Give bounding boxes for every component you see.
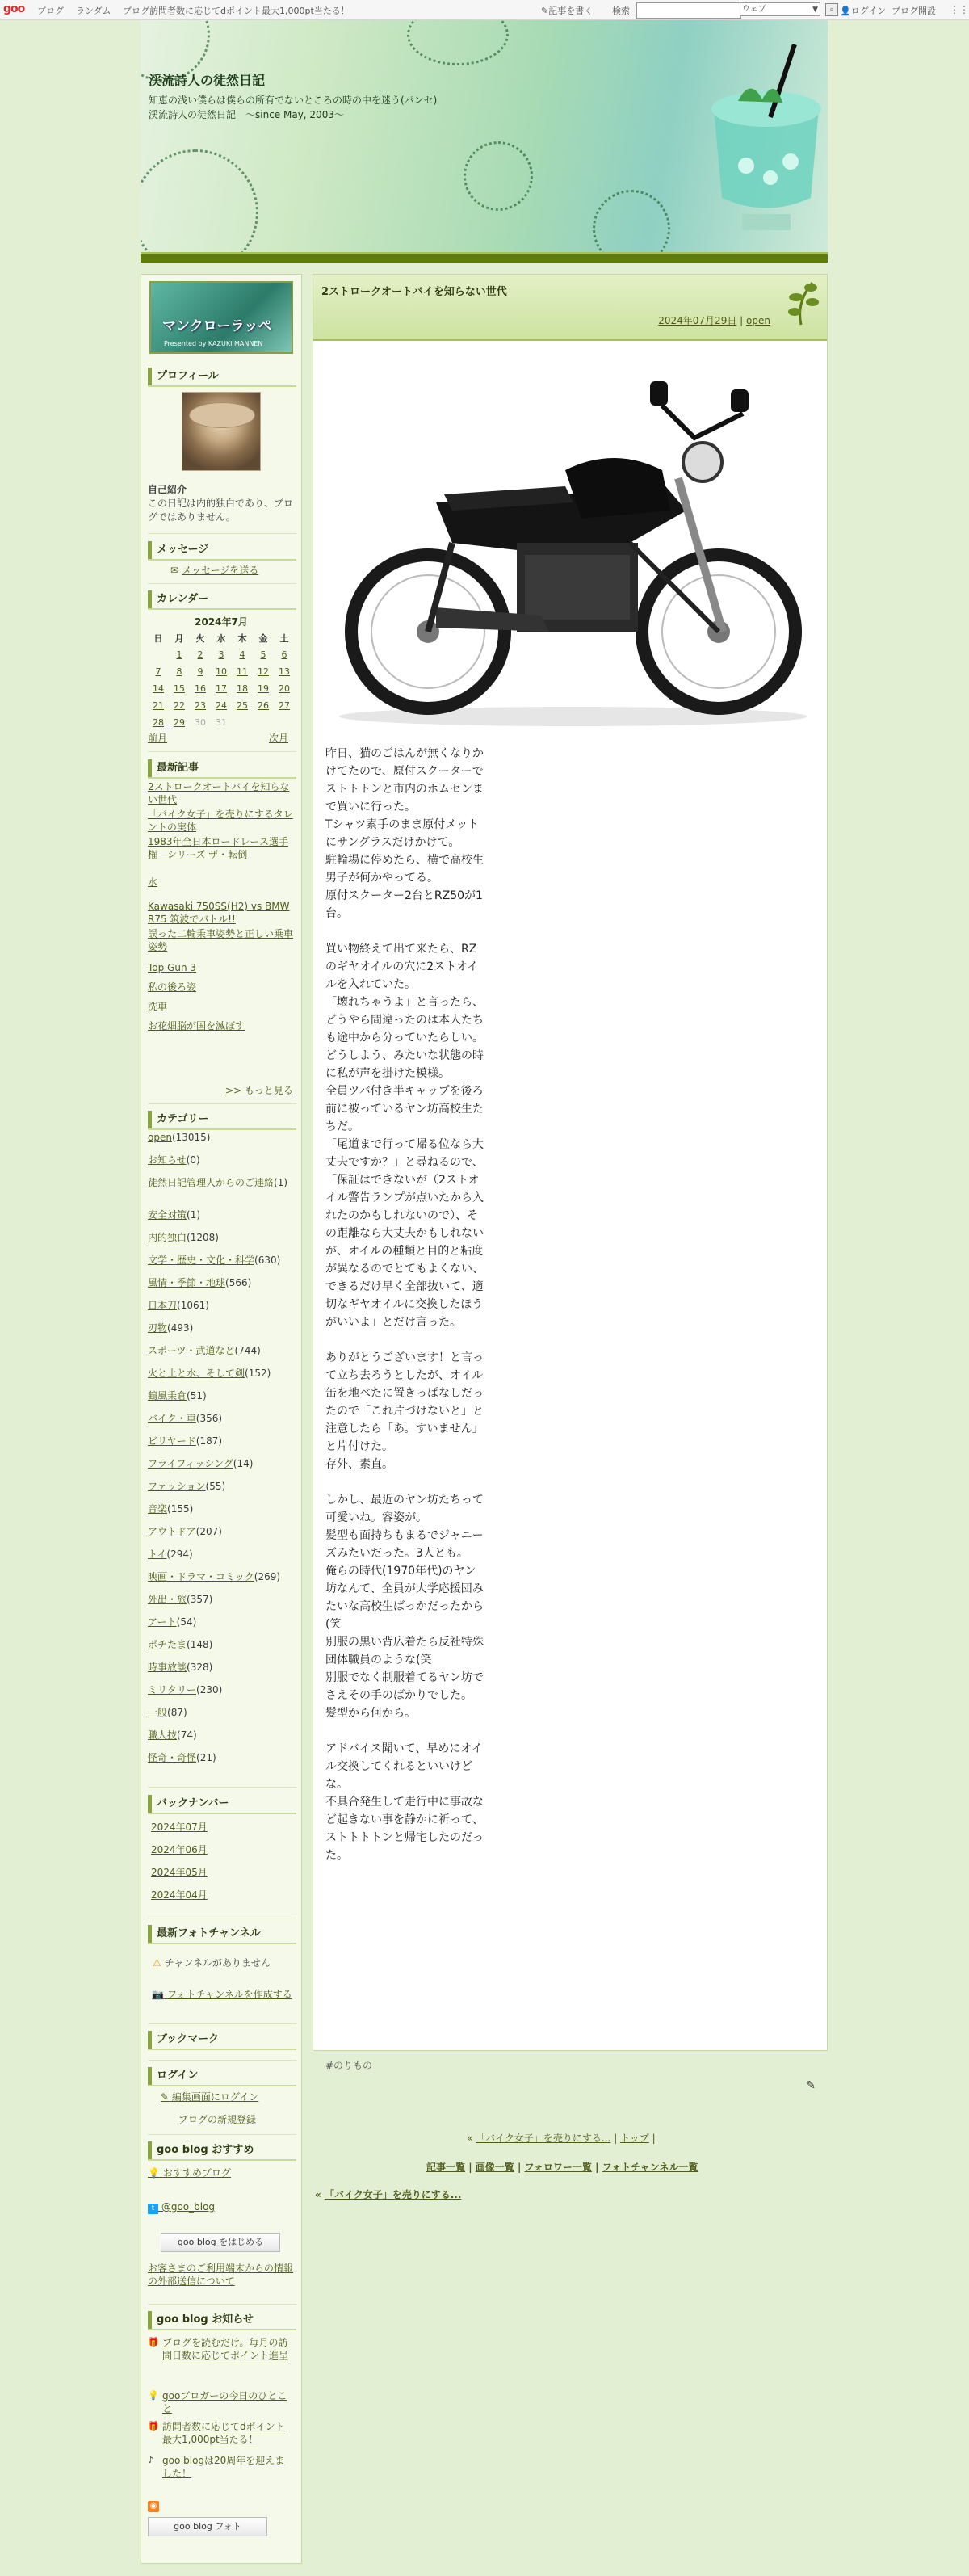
twitter-icon: t	[148, 2204, 158, 2214]
camera-icon: 📷	[152, 1989, 165, 2000]
recommend-heading: goo blog おすすめ	[148, 2141, 296, 2159]
start-goo-blog-button[interactable]: goo blog をはじめる	[161, 2233, 280, 2252]
category-count: (1208)	[187, 1232, 219, 1243]
followers-link[interactable]: フォロワー一覧	[524, 2162, 592, 2173]
recent-more-link[interactable]: >> もっと見る	[225, 1085, 293, 1096]
top-link[interactable]: トップ	[620, 2133, 649, 2144]
news-item	[148, 2336, 293, 2362]
calendar-next-link[interactable]: 次月	[269, 733, 289, 744]
news-link[interactable]: gooブロガーの今日のひとこと	[162, 2390, 287, 2414]
rss-icon[interactable]: ◉	[148, 2501, 159, 2512]
category-item	[148, 1389, 293, 1403]
register-blog-link[interactable]: ブログの新規登録	[178, 2114, 257, 2125]
category-link[interactable]: スポーツ・武道など	[148, 1345, 235, 1356]
news-item	[148, 2454, 293, 2480]
post-nav-bottom: « 「バイク女子」を売りにする...	[315, 2189, 462, 2200]
open-blog-link[interactable]: ブログ開設	[891, 6, 936, 16]
post-list-links: 記事一覧 | 画像一覧 | フォロワー一覧 | フォトチャンネル一覧	[426, 2162, 698, 2173]
category-item	[148, 1131, 293, 1145]
decorative-circle	[407, 20, 509, 65]
divider	[148, 2134, 296, 2135]
category-item	[148, 1322, 293, 1335]
external-info-link[interactable]: お客さまのご利用端末からの情報の外部送信について	[148, 2263, 294, 2287]
category-count: (74)	[177, 1729, 197, 1741]
top-toolbar	[0, 0, 969, 20]
category-link[interactable]: 風情・季節・地球	[148, 1277, 226, 1288]
search-input[interactable]	[636, 2, 741, 19]
category-item	[148, 1548, 293, 1561]
category-link[interactable]: 火と土と水、そして剣	[148, 1368, 245, 1379]
category-item	[148, 1457, 293, 1471]
banner-subtitle: Presented by KAZUKI MANNEN	[164, 340, 263, 347]
calendar-day[interactable]: 27	[279, 700, 290, 711]
category-count: (55)	[205, 1481, 226, 1492]
category-count: (744)	[234, 1345, 261, 1356]
divider	[148, 2304, 296, 2305]
category-item	[148, 1661, 293, 1675]
edit-pencil-icon[interactable]: ✎	[806, 2079, 816, 2092]
category-link[interactable]: 時事放談	[148, 1662, 187, 1673]
calendar-day[interactable]: 25	[237, 700, 248, 711]
calendar-day[interactable]: 26	[258, 700, 269, 711]
calendar-day[interactable]: 12	[258, 666, 269, 677]
calendar-day[interactable]: 29	[174, 717, 185, 728]
category-link[interactable]: 内的独白	[148, 1232, 187, 1243]
recent-post-link[interactable]: Top Gun 3	[148, 962, 197, 973]
recommended-blogs-link[interactable]: 💡 おすすめブログ	[148, 2167, 231, 2179]
news-item	[148, 2420, 293, 2446]
category-count: (13015)	[171, 1132, 211, 1143]
category-item	[148, 1593, 293, 1607]
category-link[interactable]: open	[148, 1132, 172, 1143]
music-note-icon: ♪	[148, 2455, 154, 2465]
calendar-day[interactable]: 9	[197, 666, 203, 677]
backnumber-link[interactable]: 2024年05月	[151, 1867, 208, 1878]
calendar-day[interactable]: 28	[153, 717, 164, 728]
category-count: (493)	[167, 1322, 194, 1334]
recent-post-link[interactable]: お花畑脳が国を滅ぼす	[148, 1020, 245, 1032]
calendar-day[interactable]: 19	[258, 683, 269, 694]
category-item	[148, 1525, 293, 1539]
category-count: (14)	[233, 1458, 254, 1469]
send-message-link[interactable]: ✉ メッセージを送る	[170, 565, 259, 576]
category-link[interactable]: 怪奇・奇怪	[148, 1752, 197, 1763]
recent-post-link[interactable]: 洗車	[148, 1001, 168, 1012]
recent-post-link[interactable]: Kawasaki 750SS(H2) vs BMW R75 筑波でバトル!!	[148, 901, 290, 925]
recent-post-link[interactable]: 2ストロークオートバイを知らない世代	[148, 781, 290, 805]
category-item	[148, 1276, 293, 1290]
category-item	[148, 1344, 293, 1358]
category-link[interactable]: バイク・車	[148, 1413, 196, 1424]
recent-posts-heading: 最新記事	[148, 759, 296, 777]
calendar-weekday: 土	[279, 633, 289, 644]
calendar-day[interactable]: 23	[195, 700, 206, 711]
category-item	[148, 1154, 293, 1167]
calendar-weekday: 火	[195, 633, 205, 644]
calendar-day[interactable]: 7	[155, 666, 162, 677]
divider	[148, 751, 296, 752]
avatar	[182, 392, 261, 471]
post-header	[313, 275, 827, 341]
category-link[interactable]: フライフィッシング	[148, 1458, 233, 1469]
calendar-day[interactable]: 17	[216, 683, 227, 694]
categories-heading: カテゴリー	[148, 1111, 296, 1128]
pencil-icon: ✎	[161, 2091, 170, 2103]
category-count: (1)	[187, 1209, 201, 1221]
banner-title: マンクローラッペ	[162, 318, 272, 334]
category-count: (1)	[274, 1177, 288, 1188]
category-item	[148, 1435, 293, 1448]
calendar-day[interactable]: 8	[176, 666, 182, 677]
category-count: (630)	[254, 1254, 281, 1266]
gift-icon: 🎁	[148, 2337, 159, 2347]
goo-logo[interactable]: goo	[3, 2, 25, 15]
calendar-day[interactable]: 10	[216, 666, 227, 677]
toolbar-link-campaign[interactable]: ブログ訪問者数に応じてdポイント最大1,000pt当たる！	[123, 6, 350, 16]
category-count: (148)	[187, 1639, 213, 1650]
calendar-day: 31	[216, 717, 227, 728]
post-category-link[interactable]: open	[746, 315, 770, 326]
category-item	[148, 1299, 293, 1313]
category-item	[148, 1616, 293, 1629]
category-link[interactable]: アート	[148, 1616, 177, 1628]
divider	[148, 583, 296, 584]
envelope-icon: ✉	[170, 565, 179, 576]
apps-grid-icon[interactable]: ⋮⋮	[950, 4, 969, 15]
category-count: (328)	[187, 1662, 213, 1673]
calendar-heading: カレンダー	[148, 590, 296, 608]
search-scope-select[interactable]: ウェブ ▼	[740, 2, 820, 16]
backnumber-heading: バックナンバー	[148, 1795, 296, 1813]
blog-description: 知恵の浅い僕らは僕らの所有でないところの時の中を迷う(パンセ) 渓流詩人の徒然日記 ～since May, 2003～	[149, 95, 447, 120]
prev-post-bottom-link[interactable]: 「バイク女子」を売りにする...	[324, 2189, 462, 2200]
category-link[interactable]: 徒然日記管理人からのご連絡	[148, 1177, 275, 1188]
warning-icon: ⚠	[153, 1957, 162, 1969]
recent-post-link[interactable]: 「バイク女子」を売りにするタレントの実体	[148, 809, 293, 833]
calendar-weekday: 水	[216, 633, 226, 644]
category-item	[148, 1254, 293, 1267]
category-count: (1061)	[177, 1300, 209, 1311]
divider	[148, 2060, 296, 2061]
category-link[interactable]: 音楽	[148, 1503, 168, 1515]
backnumber-link[interactable]: 2024年04月	[151, 1889, 208, 1901]
nav-separator: |	[614, 2133, 618, 2144]
calendar-day[interactable]: 15	[174, 683, 185, 694]
category-item	[148, 1176, 293, 1190]
news-link[interactable]: goo blogは20周年を迎えました！	[162, 2455, 285, 2479]
divider	[148, 1787, 296, 1788]
category-link[interactable]: 鶴風乗倉	[148, 1390, 187, 1401]
category-count: (87)	[167, 1707, 187, 1718]
search-button[interactable]	[825, 3, 838, 16]
post-nav-top: « 「バイク女子」を売りにする... | トップ |	[467, 2133, 656, 2144]
profile-intro-text: この日記は内的独白であり、ブログではありません。	[148, 498, 294, 523]
category-count: (269)	[254, 1571, 281, 1582]
cream-soda-glass-illustration	[706, 44, 827, 238]
category-link[interactable]: 安全対策	[148, 1209, 187, 1221]
category-item	[148, 1638, 293, 1652]
category-count: (152)	[245, 1368, 271, 1379]
post-body: 昨日、猫のごはんが無くなりかけてたので、原付スクーターでストトトンと市内のホムセンまで買いに行った。 Tシャツ素手のまま原付メットにサングラスだけかけて。 駐輪場に停めたら、横で高校生男子が何かやってる。 原付スクーター2台とRZ50が1台。 買い物終えて出て来たら、RZのギヤオイルの穴に2ストオイルを入れていた。 「壊れちゃうよ」と言ったら、どうやら間違ったのは本人たちも途中から分っていたらしい。 どうしよう、みたいな状態の時に私が声を掛けた模様。 全員ツバ付き半キャップを後ろ前に被っているヤン坊高校生たちだ。 「尾道まで行って帰る位なら大丈夫ですか？」と尋ねるので、「保証はできないが（2ストオイル警告ランプが点いたから入れたのかもしれないので）、その距離なら大丈夫かもしれないが、オイルの種類と目的と粘度が異なるのでとてもよくない、できるだけ早く全部抜いて、適切なギヤオイルに交換したほうがいいよ」とだけ言った。 ありがとうございます！と言って立ち去ろうとしたが、オイル缶を地べたに置きっぱなしだったので「これ片づけないと」と注意したら「あ。すいません」と片付けた。 存外、素直。 しかし、最近のヤン坊たちって可愛いね。容姿が。 髪型も面持ちもまるでジャニーズみたいだった。3人とも。 俺らの時代(1970年代)のヤン坊なんて、全員が大学応援団みたいな高校生ばっかだったから(笑 別服の黒い背広着たら反社特殊団体職員のような(笑 別服でなく制服着てるヤン坊でさえその手のばかりでした。 髪型から何から。 アドバイス聞いて、早めにオイル交換してくれるといいけどな。 不具合発生して走行中に事故など起きない事を静かに祈って、ストトトトンと帰宅したのだった。	[325, 747, 484, 1862]
header-bar	[141, 254, 828, 263]
lightbulb-icon: 💡	[148, 2390, 159, 2401]
category-count: (294)	[166, 1549, 193, 1560]
news-link[interactable]: 訪問者数に応じてdポイント最大1,000pt当たる！	[162, 2421, 285, 2445]
sidebar-banner[interactable]	[149, 281, 293, 354]
hat-shape	[189, 402, 255, 428]
category-link[interactable]: 映画・ドラマ・コミック	[148, 1571, 254, 1582]
leaf-ornament-icon	[780, 278, 822, 326]
calendar-day[interactable]: 24	[216, 700, 227, 711]
login-heading: ログイン	[148, 2067, 296, 2085]
calendar-day[interactable]: 18	[237, 683, 248, 694]
category-link[interactable]: アウトドア	[148, 1526, 196, 1537]
category-item	[148, 1480, 293, 1494]
category-link[interactable]: 一般	[148, 1707, 168, 1718]
calendar-weekday: 日	[153, 633, 163, 644]
category-link[interactable]: トイ	[148, 1549, 167, 1560]
blog-header	[141, 20, 828, 263]
category-item	[148, 1729, 293, 1742]
category-item	[148, 1231, 293, 1245]
category-count: (187)	[195, 1435, 223, 1447]
all-images-link[interactable]: 画像一覧	[475, 2162, 514, 2173]
divider	[148, 1103, 296, 1104]
calendar-day[interactable]: 20	[279, 683, 290, 694]
news-item	[148, 2389, 293, 2415]
category-item	[148, 1367, 293, 1380]
calendar-day[interactable]: 5	[260, 649, 266, 660]
photo-channel-none: ⚠ チャンネルがありません	[153, 1957, 271, 1969]
backnumber-link[interactable]: 2024年06月	[151, 1844, 208, 1855]
toolbar-link-blog[interactable]: ブログ	[37, 6, 64, 16]
motorcycle-photo[interactable]	[323, 349, 819, 729]
category-link[interactable]: ファッション	[148, 1481, 206, 1492]
category-item	[148, 1751, 293, 1765]
post-date-link[interactable]: 2024年07月29日	[658, 315, 737, 326]
meta-separator: |	[740, 315, 744, 326]
write-post-link[interactable]: ✎記事を書く	[541, 6, 594, 16]
category-link[interactable]: 外出・旅	[148, 1594, 187, 1605]
category-link[interactable]: ビリヤード	[148, 1435, 196, 1447]
prev-post-link[interactable]: 「バイク女子」を売りにする...	[476, 2133, 611, 2144]
calendar-month: 2024年7月	[195, 616, 248, 628]
profile-heading: プロフィール	[148, 368, 296, 385]
divider	[148, 2023, 296, 2024]
category-count: (51)	[187, 1390, 207, 1401]
category-link[interactable]: お知らせ	[148, 1154, 187, 1166]
divider	[148, 533, 296, 534]
category-count: (54)	[176, 1616, 197, 1628]
goo-blog-photo-button[interactable]: goo blog フォト	[148, 2517, 267, 2536]
edit-login-link[interactable]: ✎ 編集画面にログイン	[161, 2091, 259, 2103]
calendar-weekday: 金	[258, 633, 268, 644]
category-link[interactable]: 刃物	[148, 1322, 168, 1334]
twitter-link[interactable]: t @goo_blog	[148, 2200, 215, 2214]
category-count: (356)	[195, 1413, 223, 1424]
news-heading: goo blog お知らせ	[148, 2311, 296, 2329]
category-count: (207)	[195, 1526, 222, 1537]
calendar-day[interactable]: 13	[279, 666, 290, 677]
category-count: (230)	[196, 1684, 223, 1696]
post-article	[313, 274, 828, 2092]
calendar-weekday: 木	[237, 633, 247, 644]
calendar-day: 30	[195, 717, 206, 728]
all-posts-link[interactable]: 記事一覧	[426, 2162, 466, 2173]
category-item	[148, 1502, 293, 1516]
category-link[interactable]: 日本刀	[148, 1300, 178, 1311]
calendar-day[interactable]: 4	[239, 649, 245, 660]
calendar-day[interactable]: 14	[153, 683, 164, 694]
category-link[interactable]: ミリタリー	[148, 1684, 197, 1696]
chevron-down-icon: ▼	[812, 6, 818, 14]
calendar-day[interactable]: 1	[176, 649, 182, 660]
calendar-day[interactable]: 3	[218, 649, 224, 660]
pencil-icon: ✎	[541, 6, 549, 16]
photo-channels-link[interactable]: フォトチャンネル一覧	[602, 2162, 698, 2173]
lightbulb-icon: 💡	[148, 2167, 160, 2179]
post-title[interactable]: 2ストロークオートバイを知らない世代	[321, 286, 507, 298]
blog-title[interactable]: 渓流詩人の徒然日記	[149, 73, 266, 88]
gift-icon: 🎁	[148, 2421, 159, 2431]
category-item	[148, 1208, 293, 1222]
user-icon: 👤	[840, 6, 851, 16]
recent-post-link[interactable]: 私の後ろ姿	[148, 981, 197, 993]
category-item	[148, 1683, 293, 1697]
calendar-day[interactable]: 16	[195, 683, 206, 694]
category-link[interactable]: 文学・歴史・文化・科学	[148, 1254, 255, 1266]
bookmark-heading: ブックマーク	[148, 2031, 296, 2049]
toolbar-link-random[interactable]: ランダム	[76, 6, 111, 16]
search-icon: ⌕	[829, 6, 834, 14]
post-tag[interactable]: #のりもの	[325, 2060, 373, 2071]
calendar-prev-link[interactable]: 前月	[148, 733, 168, 744]
decorative-circle	[141, 149, 258, 263]
calendar-weekday: 月	[174, 633, 184, 644]
category-count: (155)	[167, 1503, 194, 1515]
calendar-day[interactable]: 6	[281, 649, 287, 660]
category-count: (566)	[225, 1277, 252, 1288]
calendar-day[interactable]: 2	[197, 649, 203, 660]
category-link[interactable]: 職人技	[148, 1729, 178, 1741]
category-count: (357)	[187, 1594, 213, 1605]
category-item	[148, 1570, 293, 1584]
sidebar	[141, 274, 302, 2564]
recent-post-link[interactable]: 誤った二輪乗車姿勢と正しい乗車姿勢	[148, 928, 294, 952]
calendar-day[interactable]: 11	[237, 666, 248, 677]
category-count: (21)	[196, 1752, 216, 1763]
calendar-day[interactable]: 22	[174, 700, 185, 711]
post-meta	[658, 313, 770, 327]
category-link[interactable]: ポチたま	[148, 1639, 187, 1650]
category-item	[148, 1412, 293, 1426]
news-link[interactable]: ブログを読むだけ。毎月の訪問日数に応じてポイント進呈	[162, 2337, 289, 2361]
category-item	[148, 1706, 293, 1720]
search-label: 検索	[612, 6, 630, 16]
recent-post-link[interactable]: 水	[148, 876, 158, 888]
photo-channel-heading: 最新フォトチャンネル	[148, 1925, 296, 1943]
decorative-circle	[464, 141, 533, 211]
create-photo-channel-link[interactable]: 📷 フォトチャンネルを作成する	[152, 1989, 292, 2000]
calendar-day[interactable]: 21	[153, 700, 164, 711]
recent-post-link[interactable]: 1983年全日本ロードレース選手権 シリーズ ザ・転倒	[148, 836, 288, 860]
login-link[interactable]: 👤ログイン	[840, 6, 887, 16]
profile-intro-label: 自己紹介	[148, 484, 187, 495]
backnumber-link[interactable]: 2024年07月	[151, 1822, 208, 1833]
message-heading: メッセージ	[148, 541, 296, 559]
category-count: (0)	[186, 1154, 200, 1166]
